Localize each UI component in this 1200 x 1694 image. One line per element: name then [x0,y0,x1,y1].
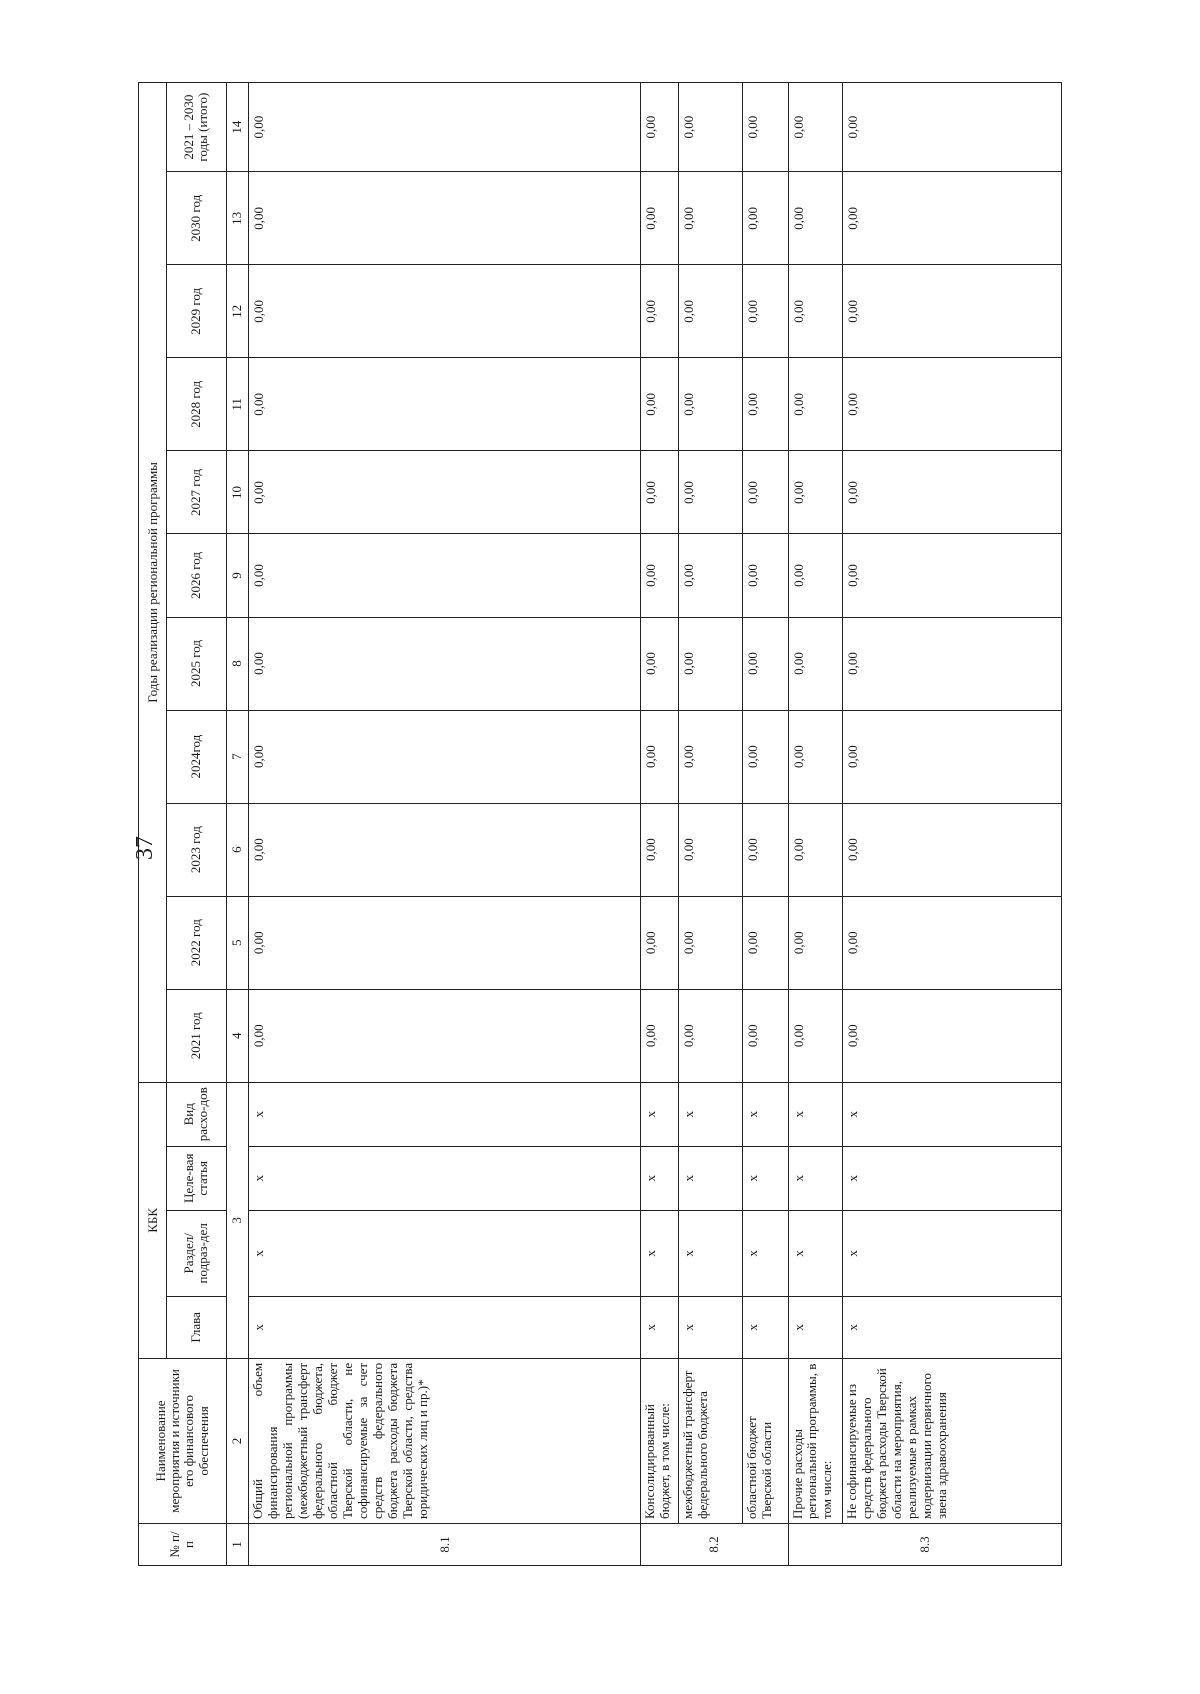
row-number: 8.1 [249,1523,641,1565]
kbk-target: x [249,1146,641,1210]
row-number: 8.3 [788,1523,1061,1565]
value-cell: 0,00 [788,451,843,534]
kbk-expense-type: x [742,1082,788,1146]
value-cell: 0,00 [641,451,679,534]
header-kbk-chapter: Глава [167,1296,226,1358]
value-cell: 0,00 [249,172,641,265]
column-number: 11 [226,358,249,451]
value-cell: 0,00 [679,534,742,617]
value-cell: 0,00 [843,358,1062,451]
column-number: 12 [226,265,249,358]
kbk-chapter: x [788,1296,843,1358]
header-row-2 [167,83,226,1566]
value-cell: 0,00 [641,896,679,989]
value-cell: 0,00 [742,803,788,896]
value-cell: 0,00 [641,803,679,896]
kbk-chapter: x [843,1296,1062,1358]
header-year-total: 2021 – 2030 годы (итого) [167,83,226,172]
header-year: 2021 год [167,989,226,1082]
kbk-section: x [788,1210,843,1296]
value-cell: 0,00 [843,617,1062,710]
value-cell: 0,00 [843,710,1062,803]
value-cell-total: 0,00 [742,83,788,172]
value-cell: 0,00 [843,451,1062,534]
kbk-chapter: x [742,1296,788,1358]
value-cell: 0,00 [641,617,679,710]
header-year: 2022 год [167,896,226,989]
column-number: 3 [226,1082,249,1358]
column-number: 1 [226,1523,249,1565]
header-year: 2023 год [167,803,226,896]
header-col-no: № п/п [139,1523,227,1565]
value-cell: 0,00 [249,710,641,803]
value-cell-total: 0,00 [788,83,843,172]
value-cell: 0,00 [249,617,641,710]
value-cell: 0,00 [249,451,641,534]
value-cell: 0,00 [249,265,641,358]
kbk-target: x [679,1146,742,1210]
value-cell-total: 0,00 [641,83,679,172]
value-cell: 0,00 [679,710,742,803]
header-year: 2028 год [167,358,226,451]
value-cell: 0,00 [249,534,641,617]
kbk-section: x [742,1210,788,1296]
kbk-target: x [641,1146,679,1210]
column-number: 5 [226,896,249,989]
kbk-chapter: x [679,1296,742,1358]
table-row [679,83,742,1566]
value-cell: 0,00 [788,617,843,710]
value-cell: 0,00 [641,172,679,265]
value-cell: 0,00 [742,989,788,1082]
page-number: 37 [132,836,158,860]
value-cell: 0,00 [742,172,788,265]
header-year: 2027 год [167,451,226,534]
value-cell: 0,00 [788,710,843,803]
header-kbk-target: Целе-вая статья [167,1146,226,1210]
value-cell: 0,00 [788,534,843,617]
value-cell: 0,00 [742,358,788,451]
header-year: 2026 год [167,534,226,617]
value-cell-total: 0,00 [249,83,641,172]
column-number: 4 [226,989,249,1082]
value-cell: 0,00 [742,451,788,534]
column-number: 8 [226,617,249,710]
value-cell: 0,00 [843,534,1062,617]
column-number: 9 [226,534,249,617]
header-year: 2029 год [167,265,226,358]
header-year: 2024год [167,710,226,803]
value-cell: 0,00 [742,534,788,617]
value-cell: 0,00 [679,803,742,896]
kbk-target: x [788,1146,843,1210]
column-number: 14 [226,83,249,172]
value-cell: 0,00 [788,896,843,989]
column-number: 2 [226,1358,249,1523]
value-cell: 0,00 [641,358,679,451]
value-cell: 0,00 [788,172,843,265]
value-cell: 0,00 [843,896,1062,989]
value-cell: 0,00 [679,451,742,534]
value-cell: 0,00 [641,534,679,617]
row-number: 8.2 [641,1523,789,1565]
value-cell: 0,00 [249,896,641,989]
column-number: 6 [226,803,249,896]
value-cell: 0,00 [843,265,1062,358]
column-number: 10 [226,451,249,534]
value-cell: 0,00 [679,617,742,710]
kbk-section: x [843,1210,1062,1296]
kbk-chapter: x [249,1296,641,1358]
value-cell: 0,00 [679,358,742,451]
value-cell: 0,00 [788,265,843,358]
kbk-section: x [641,1210,679,1296]
table-row [843,83,1062,1566]
kbk-section: x [249,1210,641,1296]
kbk-expense-type: x [843,1082,1062,1146]
value-cell: 0,00 [641,710,679,803]
rotated-table-wrapper [138,82,1062,1566]
row-name: межбюджетный трансферт федерального бюджета [679,1358,742,1523]
column-number-row [226,83,249,1566]
row-name: Общий объем финансирования региональной программы (межбюджетный трансферт федерального бюджета, областной бюджет Тверской области, не софинансируемые за счет средств федерального бюджета расходы бюджета Тверской области, средства юридических лиц и пр.)* [249,1358,641,1523]
value-cell: 0,00 [843,803,1062,896]
header-kbk-section: Раздел/ подраз-дел [167,1210,226,1296]
header-kbk-expense-type: Вид расхо-дов [167,1082,226,1146]
column-number: 7 [226,710,249,803]
value-cell: 0,00 [641,989,679,1082]
header-years-title: Годы реализации региональной программы [139,83,167,1083]
row-name: Не софинансируемые из средств федерального бюджета расходы Тверской области на мероприятия, реализуемые в рамках модернизации первичного звена здравоохранения [843,1358,1062,1523]
table-row [249,83,641,1566]
header-col-name: Наименование мероприятия и источники его финансового обеспечения [139,1358,227,1523]
table-row [788,83,843,1566]
kbk-expense-type: x [788,1082,843,1146]
value-cell: 0,00 [249,358,641,451]
value-cell: 0,00 [788,989,843,1082]
row-name: областной бюджет Тверской области [742,1358,788,1523]
kbk-expense-type: x [641,1082,679,1146]
value-cell: 0,00 [679,989,742,1082]
kbk-expense-type: x [679,1082,742,1146]
value-cell: 0,00 [249,989,641,1082]
value-cell-total: 0,00 [679,83,742,172]
kbk-target: x [843,1146,1062,1210]
kbk-target: x [742,1146,788,1210]
value-cell: 0,00 [679,172,742,265]
header-kbk: КБК [139,1082,167,1358]
table-row [641,83,679,1566]
value-cell: 0,00 [742,265,788,358]
table-row [742,83,788,1566]
value-cell: 0,00 [843,989,1062,1082]
value-cell: 0,00 [641,265,679,358]
value-cell: 0,00 [788,358,843,451]
value-cell: 0,00 [843,172,1062,265]
value-cell: 0,00 [679,896,742,989]
value-cell: 0,00 [788,803,843,896]
header-row-1 [139,83,167,1566]
header-year: 2025 год [167,617,226,710]
kbk-section: x [679,1210,742,1296]
header-year: 2030 год [167,172,226,265]
row-name: Прочие расходы региональной программы, в том числе: [788,1358,843,1523]
value-cell: 0,00 [742,710,788,803]
kbk-expense-type: x [249,1082,641,1146]
value-cell-total: 0,00 [843,83,1062,172]
financing-table [138,82,1062,1566]
row-name: Консолидированный бюджет, в том числе: [641,1358,679,1523]
value-cell: 0,00 [679,265,742,358]
value-cell: 0,00 [742,617,788,710]
kbk-chapter: x [641,1296,679,1358]
value-cell: 0,00 [742,896,788,989]
value-cell: 0,00 [249,803,641,896]
column-number: 13 [226,172,249,265]
